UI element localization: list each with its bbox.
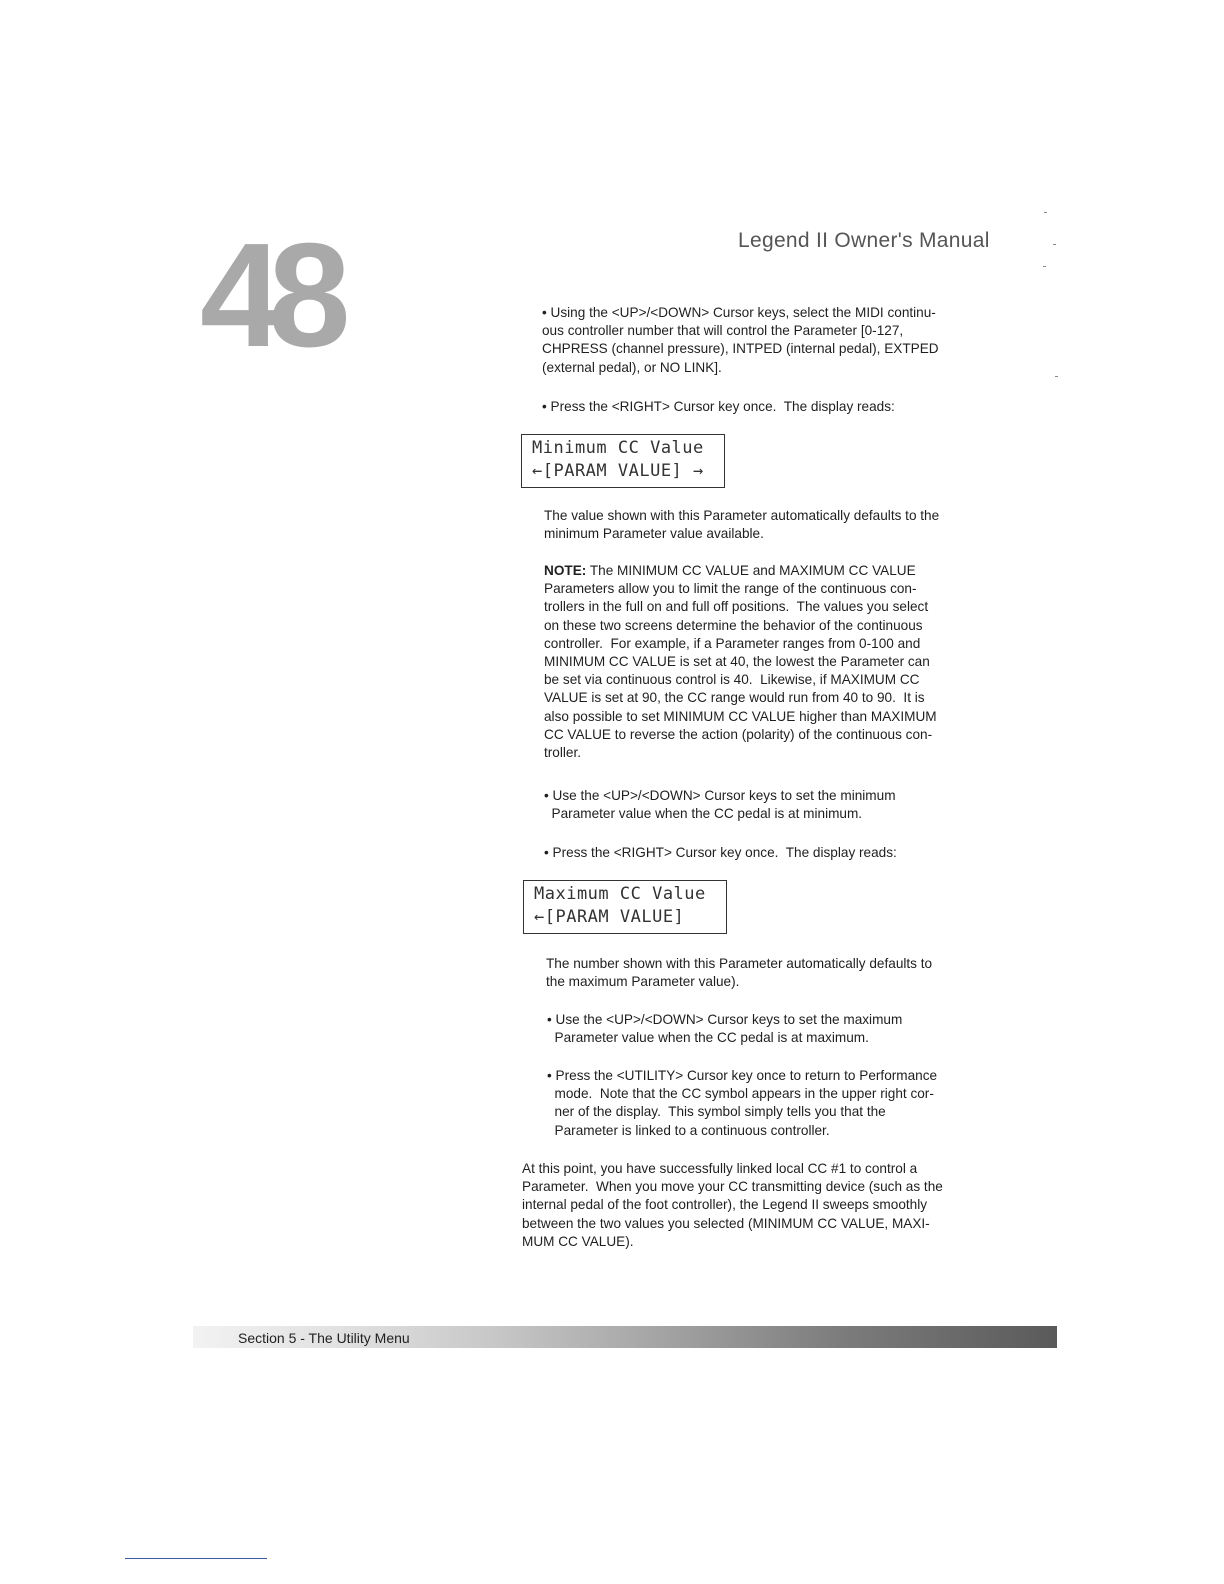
text-line: minimum Parameter value available. xyxy=(544,526,764,542)
text-line: Parameter. When you move your CC transmitting device (such as the xyxy=(522,1179,943,1195)
text-line: trollers in the full on and full off positions. The values you select xyxy=(544,599,929,615)
scan-speck xyxy=(1053,244,1056,245)
lcd-line-1: Maximum CC Value xyxy=(534,884,706,904)
paragraph-press-right-1 xyxy=(542,398,895,416)
text-line: also possible to set MINIMUM CC VALUE higher than MAXIMUM xyxy=(544,708,937,724)
running-head: Legend II Owner's Manual xyxy=(738,229,990,252)
text-line: controller. For example, if a Parameter ranges from 0-100 and xyxy=(544,635,921,651)
text-line: ous controller number that will control the Parameter [0-127, xyxy=(542,323,904,339)
paragraph-summary xyxy=(522,1160,943,1251)
text-line: CC VALUE to reverse the action (polarity) of the continuous con- xyxy=(544,726,933,742)
scan-speck xyxy=(1043,266,1046,267)
paragraph-min-default xyxy=(544,507,939,543)
scan-speck xyxy=(1055,376,1058,377)
text-line: • Use the <UP>/<DOWN> Cursor keys to set the minimum xyxy=(544,788,896,803)
text-line: internal pedal of the foot controller), the Legend II sweeps smoothly xyxy=(522,1197,928,1213)
paragraph-press-right-2 xyxy=(544,844,897,862)
paragraph-max-default xyxy=(546,955,932,991)
footer-section-label: Section 5 - The Utility Menu xyxy=(238,1330,410,1346)
lcd-line-2: ←[PARAM VALUE] → xyxy=(532,461,704,481)
lcd-line-2: ←[PARAM VALUE] xyxy=(534,907,685,927)
text-line: ner of the display. This symbol simply tells you that the xyxy=(547,1104,886,1120)
note-rest xyxy=(544,580,937,762)
text-line: between the two values you selected (MINIMUM CC VALUE, MAXI- xyxy=(522,1215,930,1231)
text-line: Parameters allow you to limit the range of the continuous con- xyxy=(544,581,917,597)
text-line: • Press the <RIGHT> Cursor key once. The display reads: xyxy=(544,845,897,860)
page-number: 48 xyxy=(200,213,337,378)
text-line: • Press the <RIGHT> Cursor key once. The display reads: xyxy=(542,399,895,414)
paragraph-set-maximum xyxy=(547,1011,902,1047)
text-line: The number shown with this Parameter automatically defaults to xyxy=(546,956,933,971)
note-first-line: The MINIMUM CC VALUE and MAXIMUM CC VALUE xyxy=(586,563,916,578)
text-line: the maximum Parameter value). xyxy=(546,974,740,990)
text-line: MUM CC VALUE). xyxy=(522,1233,634,1249)
text-line: The value shown with this Parameter automatically defaults to the xyxy=(544,508,940,523)
scan-speck xyxy=(1044,212,1047,213)
note-label: NOTE: xyxy=(544,563,587,578)
text-line: Parameter is linked to a continuous controller. xyxy=(547,1122,830,1138)
text-line: CHPRESS (channel pressure), INTPED (internal pedal), EXTPED xyxy=(542,341,939,357)
text-line: • Use the <UP>/<DOWN> Cursor keys to set the maximum xyxy=(547,1012,903,1027)
text-line: Parameter value when the CC pedal is at minimum. xyxy=(544,806,863,822)
lcd-display-maximum xyxy=(523,880,727,934)
text-line: (external pedal), or NO LINK]. xyxy=(542,359,722,375)
text-line: Parameter value when the CC pedal is at maximum. xyxy=(547,1030,869,1046)
paragraph-press-utility xyxy=(547,1067,937,1140)
text-line: • Using the <UP>/<DOWN> Cursor keys, select the MIDI continu- xyxy=(542,305,936,320)
text-line: mode. Note that the CC symbol appears in the upper right cor- xyxy=(547,1086,934,1102)
text-line: be set via continuous control is 40. Likewise, if MAXIMUM CC xyxy=(544,672,920,688)
paragraph-select-controller xyxy=(542,304,939,377)
text-line: At this point, you have successfully linked local CC #1 to control a xyxy=(522,1161,918,1176)
text-line: VALUE is set at 90, the CC range would run from 40 to 90. It is xyxy=(544,690,925,706)
text-line: on these two screens determine the behavior of the continuous xyxy=(544,617,923,633)
bottom-rule xyxy=(125,1558,267,1559)
note-paragraph xyxy=(544,562,937,762)
lcd-line-1: Minimum CC Value xyxy=(532,438,704,458)
lcd-display-minimum xyxy=(521,434,725,488)
paragraph-set-minimum xyxy=(544,787,896,823)
text-line: troller. xyxy=(544,745,582,761)
text-line: MINIMUM CC VALUE is set at 40, the lowest the Parameter can xyxy=(544,654,930,670)
text-line: • Press the <UTILITY> Cursor key once to return to Performance xyxy=(547,1068,938,1083)
